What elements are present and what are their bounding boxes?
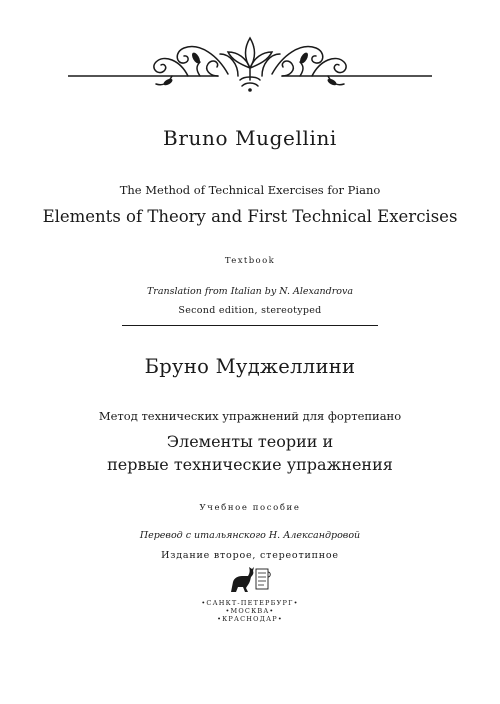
author-name-en: Bruno Mugellini bbox=[163, 126, 337, 150]
translation-credit-en: Translation from Italian by N. Alexandrova bbox=[146, 286, 354, 297]
series-title-en: The Method of Technical Exercises for Piano bbox=[119, 183, 381, 197]
book-title-ru-line2: первые технические упражнения bbox=[107, 455, 393, 474]
publisher-city-3: •КРАСНОДАР• bbox=[217, 615, 283, 623]
book-title-en: Elements of Theory and First Technical Exercises bbox=[42, 207, 458, 226]
series-title-ru: Метод технических упражнений для фортепиано bbox=[98, 409, 402, 423]
divider-rule bbox=[122, 325, 378, 326]
edition-note-ru: Издание второе, стереотипное bbox=[161, 550, 339, 561]
edition-note-en: Second edition, stereotyped bbox=[178, 305, 322, 316]
publisher-doe-logo-icon bbox=[228, 565, 272, 595]
book-title-ru-line1: Элементы теории и bbox=[166, 432, 334, 451]
publisher-city-1: •САНКТ-ПЕТЕРБУРГ• bbox=[201, 599, 299, 607]
genre-label-ru: Учебное пособие bbox=[199, 503, 301, 513]
floral-scroll-ornament-icon bbox=[68, 30, 432, 100]
author-name-ru: Бруно Муджеллини bbox=[144, 355, 356, 378]
translation-credit-ru: Перевод с итальянского Н. Александровой bbox=[139, 530, 361, 541]
genre-label-en: Textbook bbox=[224, 256, 276, 266]
publisher-city-2: •МОСКВА• bbox=[225, 607, 275, 615]
